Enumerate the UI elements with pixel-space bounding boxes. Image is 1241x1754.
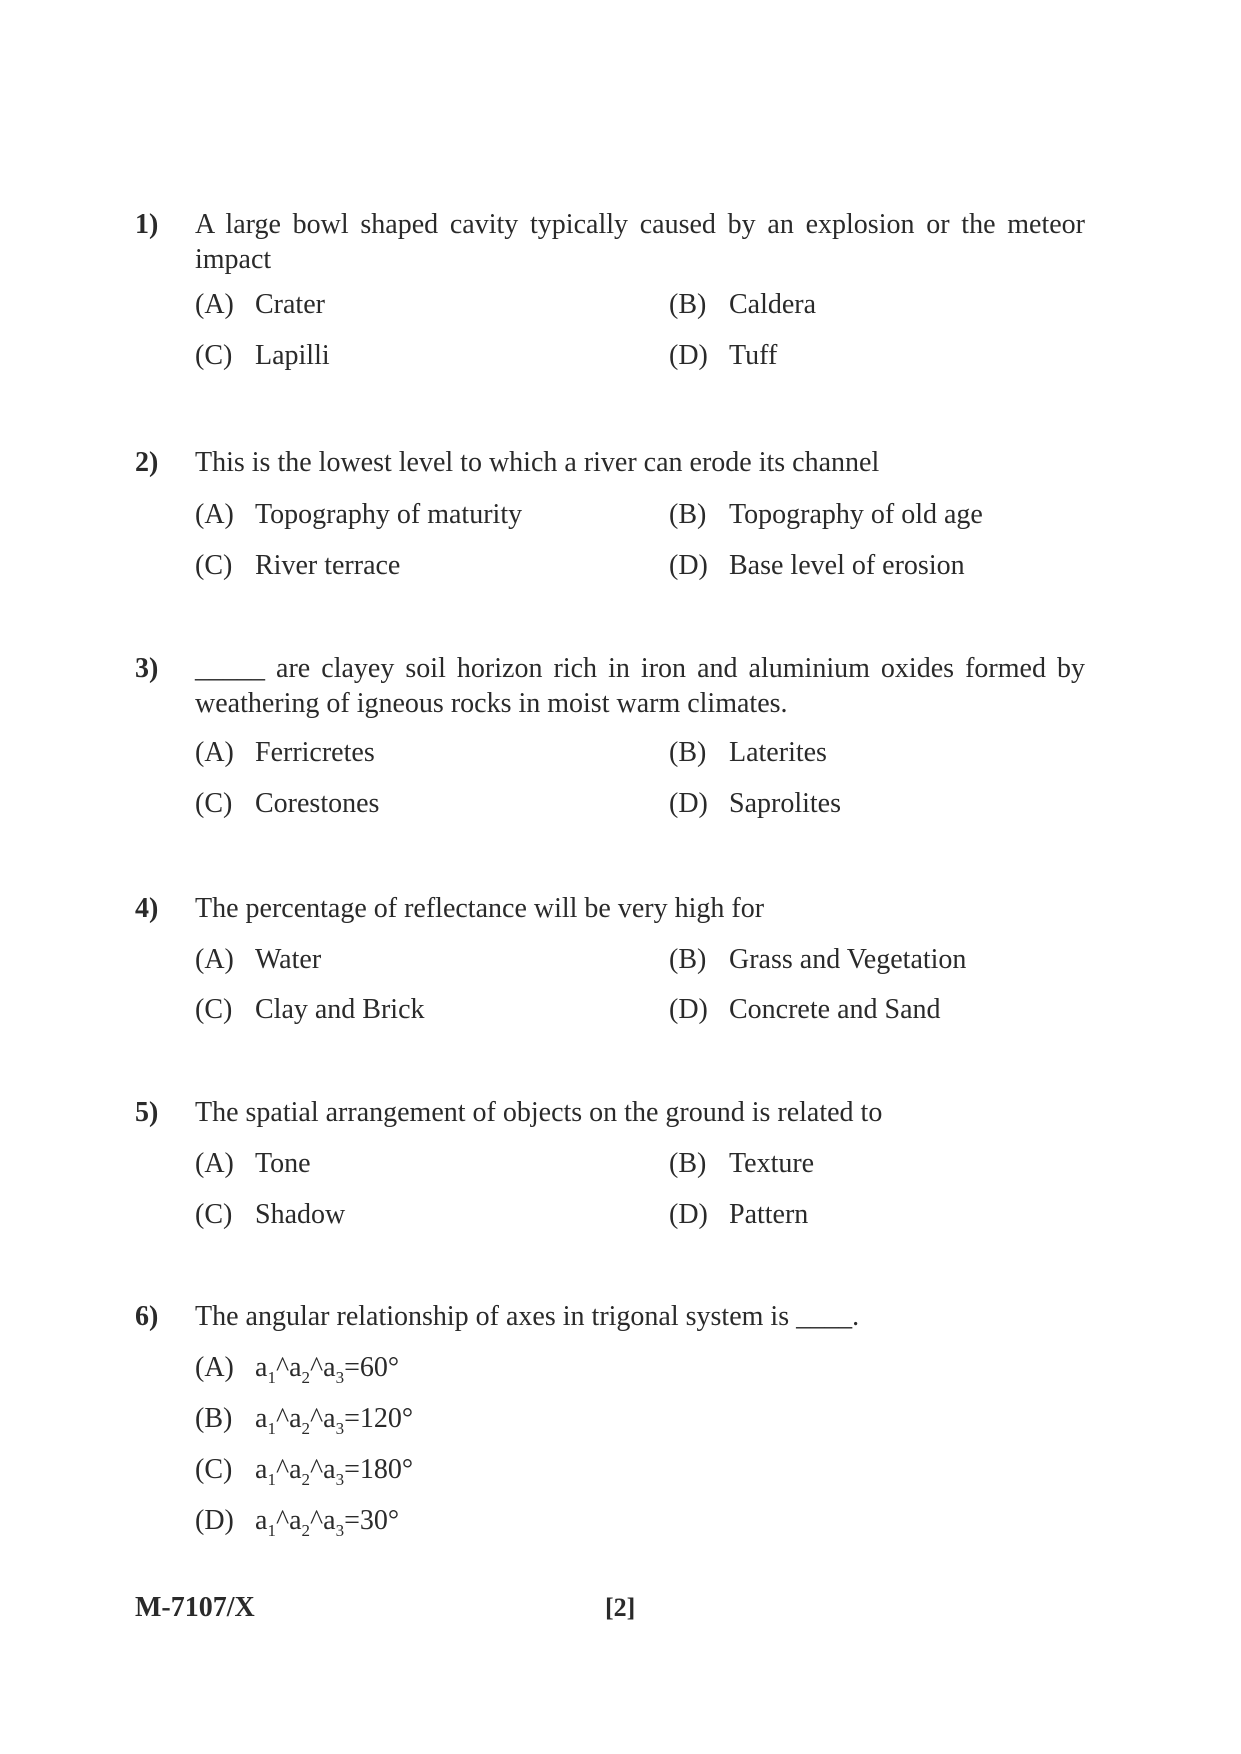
option-letter: (B) <box>669 944 707 975</box>
angle-formula: $a_1\^{}a_2\^{}a_3$ <box>255 1352 345 1387</box>
angle-formula: $a_1\^{}a_2\^{}a_3$ <box>255 1454 345 1489</box>
angle-value: =30° <box>344 1505 400 1536</box>
option-d <box>669 992 941 1028</box>
angle-value: =60° <box>344 1352 400 1383</box>
option-text: Topography of maturity <box>255 499 523 530</box>
option-d <box>669 548 965 584</box>
option-c <box>195 786 379 822</box>
option-text: Shadow <box>255 1199 346 1230</box>
question-text: _____ are clayey soil horizon rich in iron and aluminium oxides formed by weathering of igneous rocks in moist warm climates. <box>195 653 1085 719</box>
angle-value: =180° <box>344 1454 414 1485</box>
option-b <box>669 497 983 533</box>
option-text: Crater <box>255 289 325 320</box>
question-text: The percentage of reflectance will be very high for <box>195 893 765 924</box>
option-c <box>195 992 425 1028</box>
option-text: Base level of erosion <box>729 550 965 581</box>
option-a <box>195 1350 399 1386</box>
question-number: 3) <box>135 653 159 684</box>
question-text: This is the lowest level to which a river can erode its channel <box>195 447 880 478</box>
option-text: Tone <box>255 1148 311 1179</box>
option-letter: (C) <box>195 1454 233 1485</box>
option-a <box>195 1146 311 1182</box>
page-number: [2] <box>605 1593 636 1622</box>
option-letter: (B) <box>669 289 707 320</box>
option-letter: (B) <box>669 1148 707 1179</box>
question-number: 6) <box>135 1301 159 1332</box>
option-text: Laterites <box>729 737 827 768</box>
option-letter: (C) <box>195 550 233 581</box>
option-b <box>669 1146 814 1182</box>
option-letter: (C) <box>195 340 233 371</box>
option-c <box>195 548 400 584</box>
option-text: Corestones <box>255 788 380 819</box>
paper-code: M-7107/X <box>135 1592 255 1623</box>
option-c <box>195 1197 345 1233</box>
question-text: A large bowl shaped cavity typically caused by an explosion or the meteor impact <box>195 209 1085 275</box>
option-d <box>195 1503 399 1539</box>
option-letter: (A) <box>195 1148 234 1179</box>
option-letter: (D) <box>669 340 708 371</box>
option-letter: (D) <box>669 788 708 819</box>
option-a <box>195 735 375 771</box>
option-letter: (A) <box>195 499 234 530</box>
option-text: Saprolites <box>729 788 841 819</box>
option-letter: (C) <box>195 788 233 819</box>
option-b <box>195 1401 413 1437</box>
option-letter: (B) <box>669 499 707 530</box>
option-text: Concrete and Sand <box>729 994 941 1025</box>
option-letter: (A) <box>195 944 234 975</box>
angle-value: =120° <box>344 1403 414 1434</box>
option-b <box>669 287 816 323</box>
option-letter: (C) <box>195 1199 233 1230</box>
option-letter: (A) <box>195 1352 234 1383</box>
option-a <box>195 942 321 978</box>
question-text: The spatial arrangement of objects on the ground is related to <box>195 1097 883 1128</box>
option-text: Lapilli <box>255 340 330 371</box>
option-d <box>669 786 841 822</box>
option-letter: (C) <box>195 994 233 1025</box>
option-text: Caldera <box>729 289 817 320</box>
option-letter: (D) <box>669 1199 708 1230</box>
option-b <box>669 942 966 978</box>
option-text: Ferricretes <box>255 737 375 768</box>
option-b <box>669 735 827 771</box>
option-letter: (A) <box>195 737 234 768</box>
option-text: Pattern <box>729 1199 809 1230</box>
option-text: Grass and Vegetation <box>729 944 967 975</box>
option-letter: (B) <box>195 1403 233 1434</box>
question-number: 5) <box>135 1097 159 1128</box>
option-text: River terrace <box>255 550 401 581</box>
option-text: Tuff <box>729 340 778 371</box>
option-letter: (D) <box>669 550 708 581</box>
option-letter: (A) <box>195 289 234 320</box>
question-number: 2) <box>135 447 159 478</box>
option-a <box>195 287 325 323</box>
option-letter: (D) <box>669 994 708 1025</box>
option-a <box>195 497 522 533</box>
angle-formula: $a_1\^{}a_2\^{}a_3$ <box>255 1403 345 1438</box>
angle-formula: $a_1\^{}a_2\^{}a_3$ <box>255 1505 345 1540</box>
option-d <box>669 1197 808 1233</box>
option-text: Water <box>255 944 322 975</box>
question-text: The angular relationship of axes in trigonal system is ____. <box>195 1301 860 1332</box>
option-c <box>195 338 330 374</box>
option-c <box>195 1452 413 1488</box>
option-letter: (B) <box>669 737 707 768</box>
option-text: Topography of old age <box>729 499 983 530</box>
question-number: 1) <box>135 209 159 240</box>
option-d <box>669 338 777 374</box>
option-letter: (D) <box>195 1505 234 1536</box>
option-text: Texture <box>729 1148 815 1179</box>
option-text: Clay and Brick <box>255 994 425 1025</box>
question-number: 4) <box>135 893 159 924</box>
